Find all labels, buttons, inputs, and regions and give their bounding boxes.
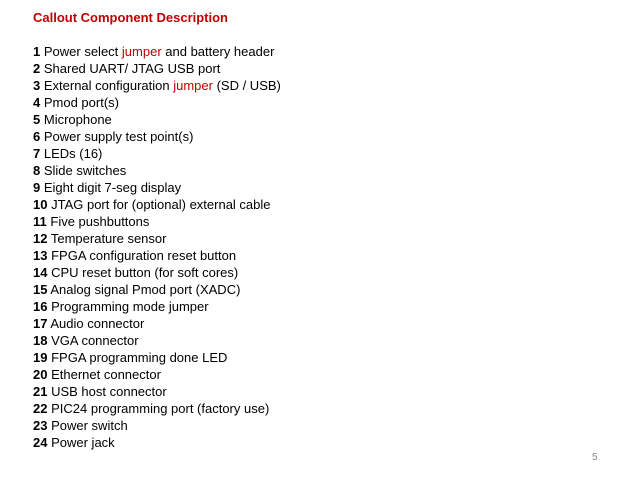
callout-item	[33, 349, 281, 366]
slide-title: Callout Component Description	[33, 10, 228, 25]
callout-item	[33, 417, 281, 434]
callout-text: LEDs (16)	[43, 146, 103, 161]
callout-item	[33, 77, 281, 94]
callout-text: Audio connector	[50, 316, 145, 331]
callout-text: Microphone	[43, 112, 112, 127]
callout-number: 9	[33, 180, 41, 195]
callout-text: Slide switches	[43, 163, 127, 178]
callout-number: 2	[33, 61, 41, 76]
callout-number: 12	[33, 231, 48, 246]
callout-list	[33, 43, 281, 451]
callout-item	[33, 434, 281, 451]
callout-item	[33, 60, 281, 77]
callout-number: 11	[33, 214, 47, 229]
callout-item	[33, 94, 281, 111]
callout-text: Power switch	[51, 418, 128, 433]
callout-text: Ethernet connector	[51, 367, 161, 382]
callout-number: 3	[33, 78, 41, 93]
callout-text: USB host connector	[51, 384, 167, 399]
callout-text: PIC24 programming port (factory use)	[51, 401, 270, 416]
callout-number: 13	[33, 248, 48, 263]
callout-text: CPU reset button (for soft cores)	[51, 265, 239, 280]
callout-item	[33, 383, 281, 400]
callout-text: Shared UART/ JTAG USB port	[43, 61, 221, 76]
callout-number: 19	[33, 350, 48, 365]
callout-number: 4	[33, 95, 41, 110]
callout-text: FPGA programming done LED	[51, 350, 228, 365]
callout-number: 24	[33, 435, 48, 450]
callout-text: VGA connector	[51, 333, 139, 348]
callout-item	[33, 196, 281, 213]
callout-item	[33, 111, 281, 128]
callout-highlight: jumper	[173, 78, 213, 93]
callout-number: 23	[33, 418, 48, 433]
callout-text: Pmod port(s)	[43, 95, 119, 110]
callout-item	[33, 230, 281, 247]
callout-number: 10	[33, 197, 48, 212]
callout-highlight: jumper	[121, 44, 162, 59]
callout-text: (SD / USB)	[212, 78, 281, 93]
callout-text: FPGA configuration reset button	[51, 248, 237, 263]
callout-text: Temperature sensor	[50, 231, 167, 246]
callout-text: Programming mode jumper	[51, 299, 209, 314]
callout-number: 8	[33, 163, 41, 178]
callout-number: 5	[33, 112, 41, 127]
callout-number: 22	[33, 401, 48, 416]
callout-item	[33, 264, 281, 281]
callout-text: Power jack	[51, 435, 115, 450]
callout-number: 14	[33, 265, 48, 280]
callout-item	[33, 281, 281, 298]
callout-text: Eight digit 7-seg display	[43, 180, 182, 195]
callout-text: Five pushbuttons	[50, 214, 150, 229]
callout-item	[33, 315, 281, 332]
callout-text: and battery header	[161, 44, 275, 59]
callout-number: 21	[33, 384, 48, 399]
callout-text: JTAG port for (optional) external cable	[51, 197, 271, 212]
callout-item	[33, 145, 281, 162]
callout-item	[33, 162, 281, 179]
callout-text: Power supply test point(s)	[43, 129, 194, 144]
callout-text: Analog signal Pmod port (XADC)	[50, 282, 241, 297]
callout-item	[33, 298, 281, 315]
callout-item	[33, 366, 281, 383]
callout-text: External configuration	[43, 78, 174, 93]
callout-number: 20	[33, 367, 48, 382]
callout-item	[33, 247, 281, 264]
callout-text: Power select	[43, 44, 122, 59]
callout-item	[33, 400, 281, 417]
callout-number: 15	[33, 282, 48, 297]
callout-number: 17	[33, 316, 48, 331]
callout-number: 16	[33, 299, 48, 314]
callout-number: 18	[33, 333, 48, 348]
page-number: 5	[592, 452, 598, 463]
callout-number: 1	[33, 44, 41, 59]
callout-item	[33, 128, 281, 145]
callout-number: 6	[33, 129, 41, 144]
callout-number: 7	[33, 146, 41, 161]
callout-item	[33, 43, 281, 60]
callout-item	[33, 213, 281, 230]
callout-item	[33, 179, 281, 196]
callout-item	[33, 332, 281, 349]
